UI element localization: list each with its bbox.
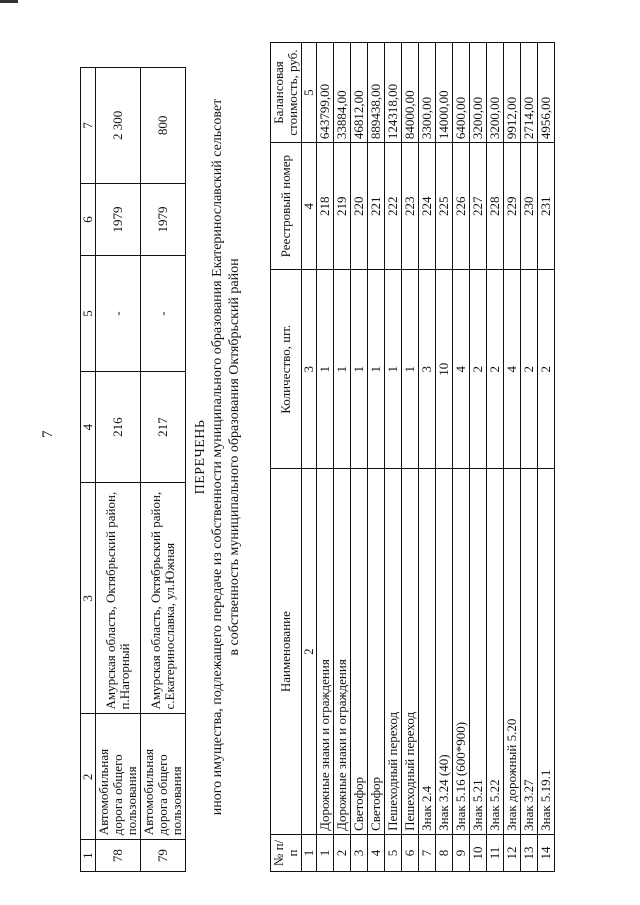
table-row: [419, 43, 436, 872]
table-row: [521, 43, 538, 872]
item-quantity: 4: [504, 270, 521, 469]
table-row: [504, 43, 521, 872]
balance-value: 4956,00: [538, 43, 555, 143]
table-row: [470, 43, 487, 872]
row-index: 13: [521, 834, 538, 871]
object-name: Автомобильная дорога общего пользования: [141, 714, 186, 840]
item-quantity: 1: [385, 270, 402, 469]
registry-number: 220: [351, 143, 368, 270]
registry-number: 219: [334, 143, 351, 270]
registry-number: 227: [470, 143, 487, 270]
column-number: 3: [81, 483, 96, 714]
row-index: 11: [487, 834, 504, 871]
item-name: Знак 5.21: [470, 469, 487, 835]
registry-number: 222: [385, 143, 402, 270]
item-name: Пешеходный переход: [402, 469, 419, 835]
header-index: № п/п: [271, 834, 302, 871]
registry-number: 224: [419, 143, 436, 270]
length-value: 800: [141, 68, 186, 184]
row-index: 4: [368, 834, 385, 871]
item-name: Знак 3.24 (40): [436, 469, 453, 835]
registry-number: 221: [368, 143, 385, 270]
item-quantity: 1: [351, 270, 368, 469]
item-name: Знак 5.16 (600*900): [453, 469, 470, 835]
balance-value: 889438,00: [368, 43, 385, 143]
column-number: 2: [302, 469, 317, 835]
row-index: 7: [419, 834, 436, 871]
object-name: Автомобильная дорога общего пользования: [96, 714, 141, 840]
row-index: 10: [470, 834, 487, 871]
row-index: 1: [317, 834, 334, 871]
table-row: [317, 43, 334, 872]
item-quantity: 4: [453, 270, 470, 469]
table-row: [436, 43, 453, 872]
item-quantity: 3: [419, 270, 436, 469]
balance-value: 6400,00: [453, 43, 470, 143]
header-value: Балансовая стоимость, руб.: [271, 43, 302, 143]
item-quantity: 1: [317, 270, 334, 469]
table-row: [453, 43, 470, 872]
property-table-continuation: [80, 67, 186, 872]
balance-value: 84000,00: [402, 43, 419, 143]
column-number: 7: [81, 68, 96, 184]
row-index: 3: [351, 834, 368, 871]
item-name: Знак 3.27: [521, 469, 538, 835]
row-index: 79: [141, 840, 186, 872]
item-quantity: 2: [470, 270, 487, 469]
header-row: [271, 43, 302, 872]
registry-number: 231: [538, 143, 555, 270]
balance-value: 643799,00: [317, 43, 334, 143]
item-name: Знак дорожный 5.20: [504, 469, 521, 835]
row-index: 6: [402, 834, 419, 871]
column-5-value: -: [96, 256, 141, 372]
item-quantity: 2: [487, 270, 504, 469]
column-number: 3: [302, 270, 317, 469]
table-row: [385, 43, 402, 872]
heading-line-1: иного имущества, подлежащего передаче из собственности муниципального образования Екатеринославский сельсовет: [210, 98, 225, 816]
length-value: 2 300: [96, 68, 141, 184]
year-value: 1979: [96, 183, 141, 256]
registry-number: 217: [141, 371, 186, 482]
header-name: Наименование: [271, 469, 302, 835]
registry-number: 225: [436, 143, 453, 270]
column-number: 4: [81, 371, 96, 482]
column-5-value: -: [141, 256, 186, 372]
object-address: Амурская область, Октябрьский район, с.Екатеринославка, ул.Южная: [141, 483, 186, 714]
row-index: 8: [436, 834, 453, 871]
property-list-table: [270, 42, 555, 872]
balance-value: 3300,00: [419, 43, 436, 143]
item-name: Дорожные знаки и ограждения: [334, 469, 351, 835]
document-heading: [192, 42, 243, 872]
table-row: [487, 43, 504, 872]
column-number: 4: [302, 143, 317, 270]
column-number-row: [302, 43, 317, 872]
column-number: 5: [302, 43, 317, 143]
item-quantity: 1: [402, 270, 419, 469]
balance-value: 46812,00: [351, 43, 368, 143]
table-row: [538, 43, 555, 872]
year-value: 1979: [141, 183, 186, 256]
balance-value: 2714,00: [521, 43, 538, 143]
item-name: Пешеходный переход: [385, 469, 402, 835]
table-row: [402, 43, 419, 872]
balance-value: 14000,00: [436, 43, 453, 143]
registry-number: 229: [504, 143, 521, 270]
column-number: 1: [302, 834, 317, 871]
row-index: 14: [538, 834, 555, 871]
heading-title: ПЕРЕЧЕНЬ: [193, 419, 208, 495]
balance-value: 3200,00: [470, 43, 487, 143]
row-index: 12: [504, 834, 521, 871]
column-number: 6: [81, 183, 96, 256]
item-name: Светофор: [351, 469, 368, 835]
column-number: 5: [81, 256, 96, 372]
balance-value: 124318,00: [385, 43, 402, 143]
item-name: Светофор: [368, 469, 385, 835]
item-quantity: 1: [368, 270, 385, 469]
row-index: 2: [334, 834, 351, 871]
row-index: 78: [96, 840, 141, 872]
registry-number: 230: [521, 143, 538, 270]
balance-value: 9912,00: [504, 43, 521, 143]
item-quantity: 2: [538, 270, 555, 469]
column-number: 2: [81, 714, 96, 840]
header-quantity: Количество, шт.: [271, 270, 302, 469]
table-row: [141, 68, 186, 872]
table-row: [368, 43, 385, 872]
page-number: 7: [40, 430, 56, 438]
registry-number: 218: [317, 143, 334, 270]
row-index: 5: [385, 834, 402, 871]
item-name: Знак 5.22: [487, 469, 504, 835]
column-number-row: [81, 68, 96, 872]
registry-number: 223: [402, 143, 419, 270]
object-address: Амурская область, Октябрьский район, п.Нагорный: [96, 483, 141, 714]
heading-line-2: в собственность муниципального образования Октябрьский район: [227, 258, 242, 656]
balance-value: 3200,00: [487, 43, 504, 143]
header-registry: Реестровый номер: [271, 143, 302, 270]
item-quantity: 1: [334, 270, 351, 469]
table-row: [351, 43, 368, 872]
item-name: Дорожные знаки и ограждения: [317, 469, 334, 835]
registry-number: 226: [453, 143, 470, 270]
item-quantity: 10: [436, 270, 453, 469]
item-name: Знак 2.4: [419, 469, 436, 835]
registry-number: 228: [487, 143, 504, 270]
registry-number: 216: [96, 371, 141, 482]
rotated-page-content: [80, 42, 620, 872]
row-index: 9: [453, 834, 470, 871]
scan-edge-mark: [0, 0, 18, 3]
table-row: [334, 43, 351, 872]
balance-value: 33884,00: [334, 43, 351, 143]
item-quantity: 2: [521, 270, 538, 469]
column-number: 1: [81, 840, 96, 872]
item-name: Знак 5.19.1: [538, 469, 555, 835]
table-row: [96, 68, 141, 872]
